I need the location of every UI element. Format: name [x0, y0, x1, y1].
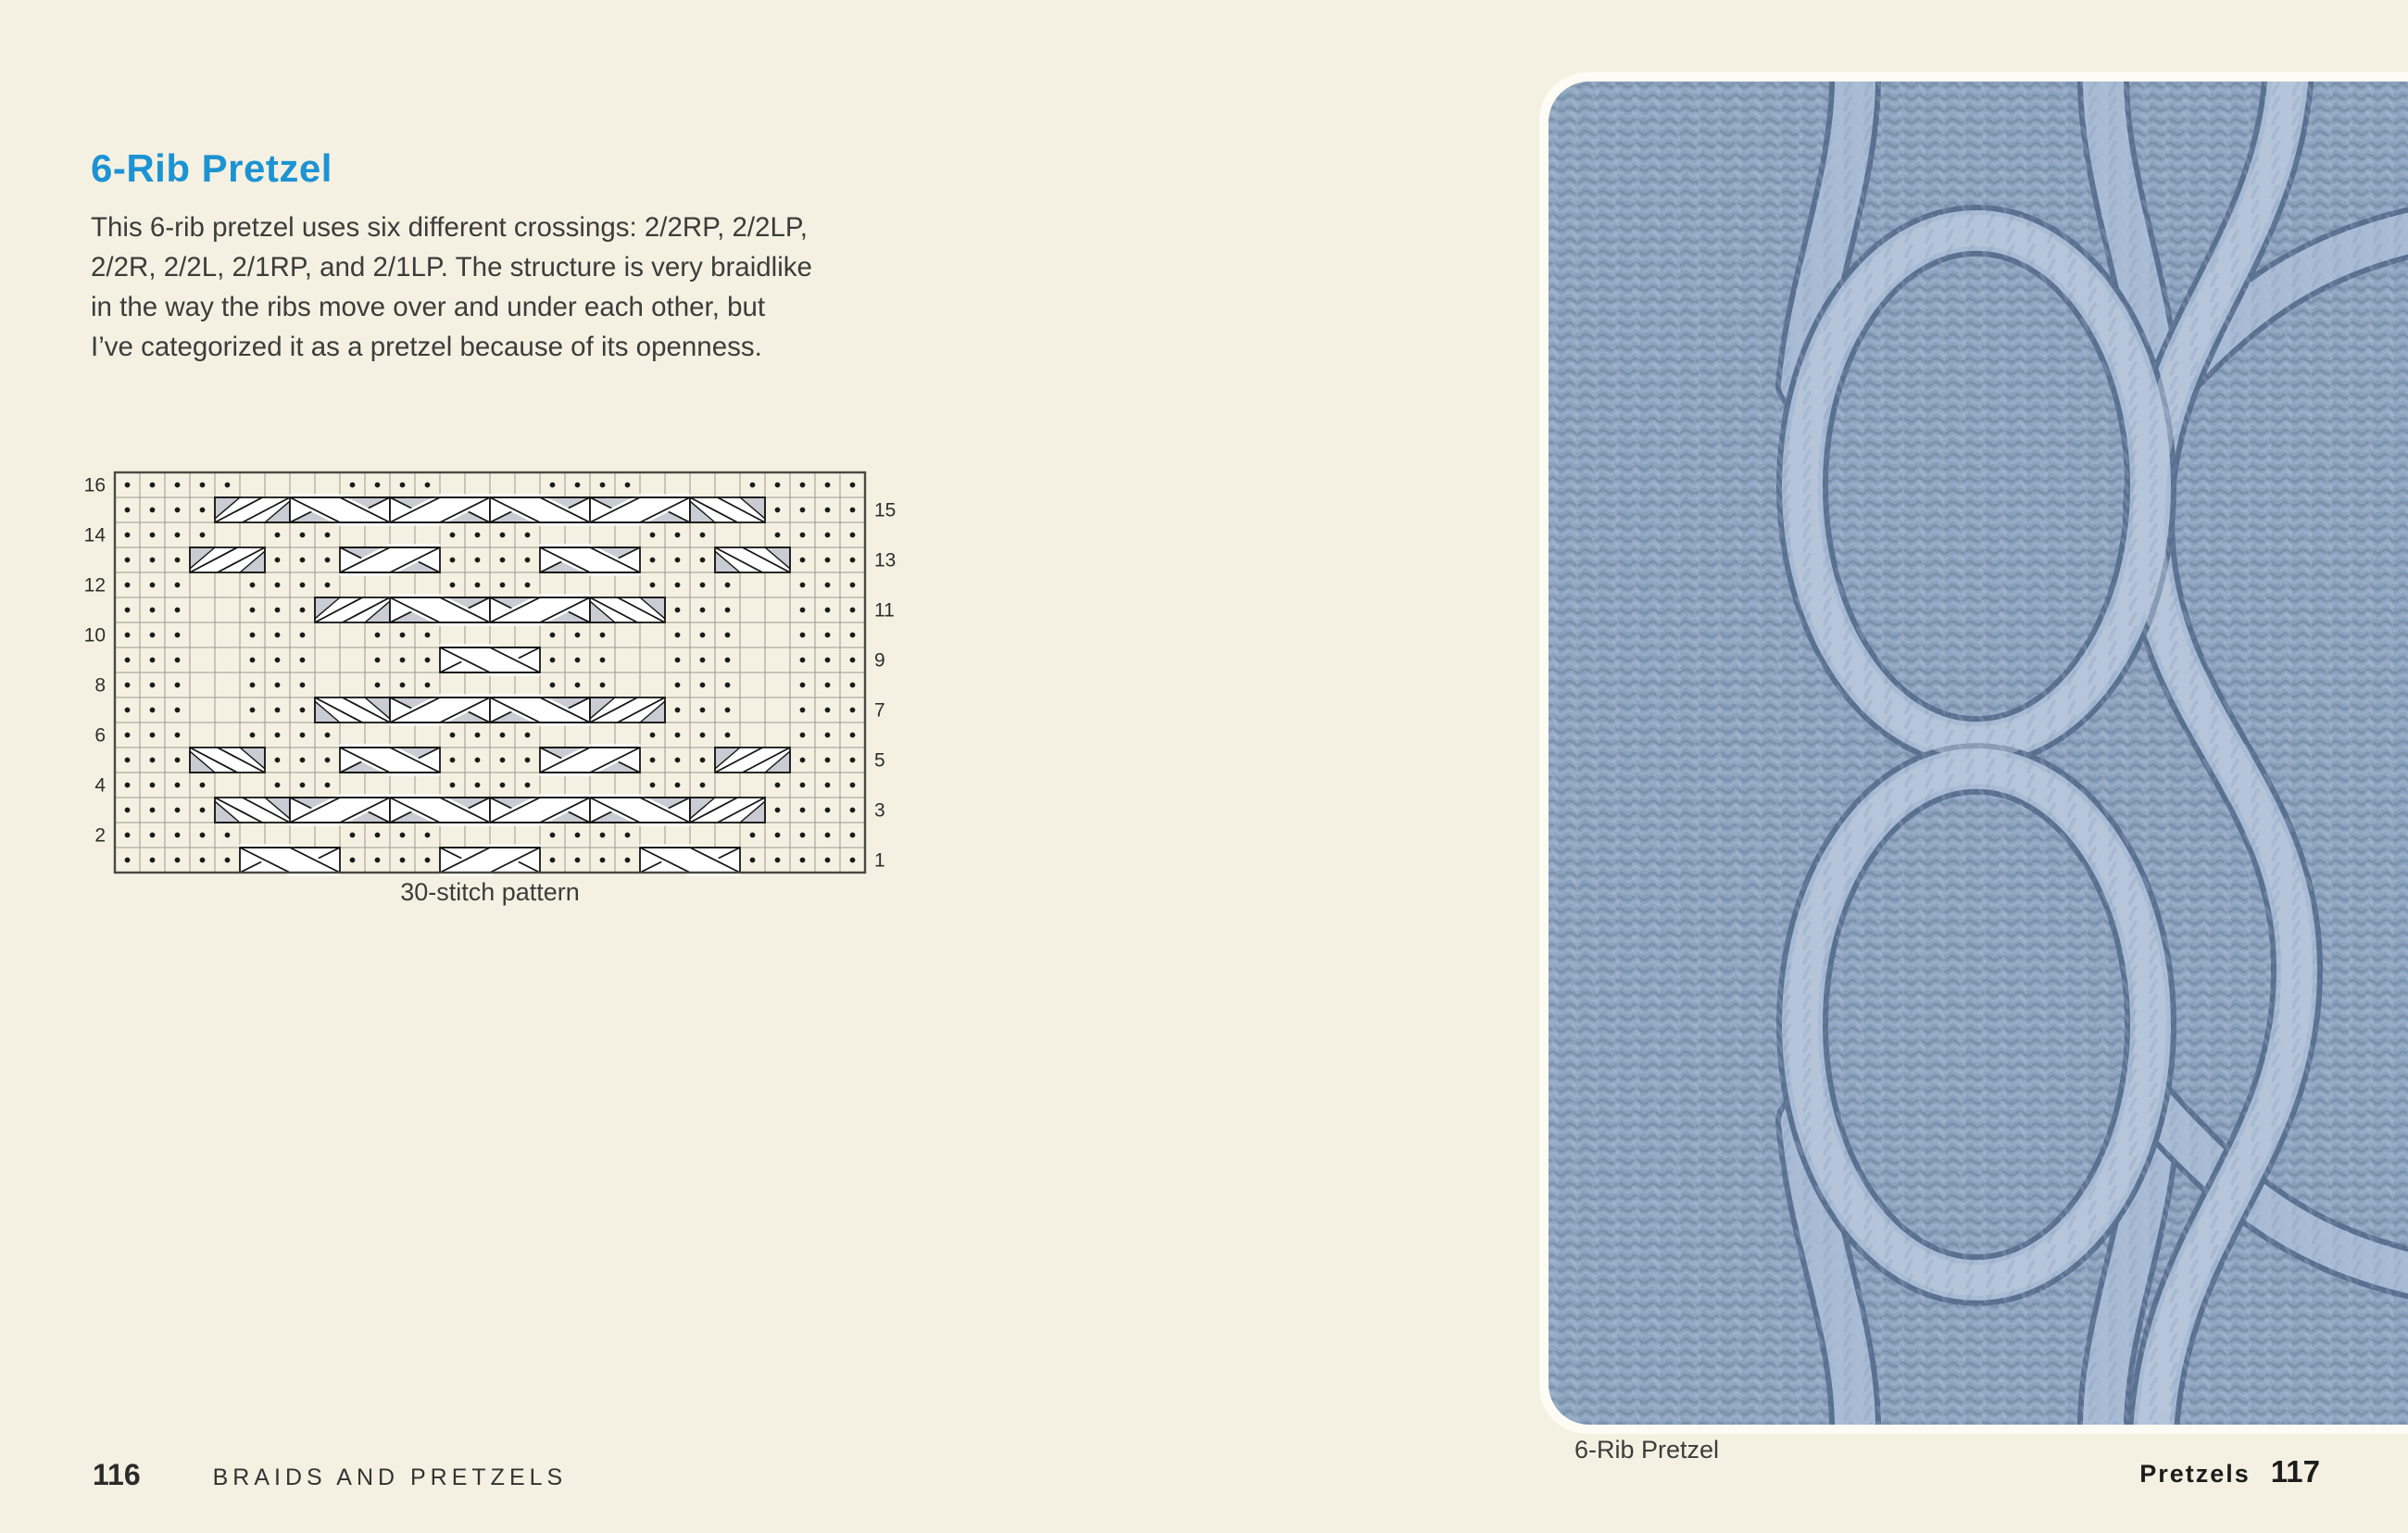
row-number-label: 4	[94, 774, 106, 797]
row-number-label: 10	[83, 624, 106, 647]
page-title: 6-Rib Pretzel	[91, 146, 332, 190]
page-number-right: 117	[2270, 1454, 2320, 1489]
intro-paragraph	[91, 207, 812, 367]
knitting-chart	[74, 469, 906, 881]
row-number-label: 15	[874, 499, 897, 521]
row-number-label: 12	[83, 574, 106, 597]
row-number-label: 11	[874, 599, 895, 622]
row-number-label: 8	[94, 674, 106, 697]
chart-caption: 30-stitch pattern	[400, 878, 580, 906]
section-title-right: Pretzels	[2139, 1460, 2251, 1488]
row-number-label: 6	[94, 724, 106, 747]
intro-line: This 6-rib pretzel uses six different crossings: 2/2RP, 2/2LP,	[91, 212, 808, 243]
row-number-label: 9	[874, 649, 885, 672]
footer-left	[93, 1458, 567, 1492]
intro-line: 2/2R, 2/2L, 2/1RP, and 2/1LP. The structure is very braidlike	[91, 252, 812, 283]
row-number-label: 14	[83, 524, 106, 547]
row-number-label: 16	[83, 474, 106, 496]
intro-line: I’ve categorized it as a pretzel because of its openness.	[91, 332, 762, 362]
knit-swatch-illustration	[1549, 82, 2408, 1425]
row-number-label: 1	[874, 849, 885, 872]
intro-line: in the way the ribs move over and under each other, but	[91, 292, 766, 322]
row-number-label: 3	[874, 799, 885, 822]
swatch-photo	[1549, 82, 2408, 1425]
knitting-chart-svg	[74, 469, 906, 876]
photo-caption: 6-Rib Pretzel	[1574, 1436, 1720, 1464]
swatch-photo-frame	[1539, 72, 2408, 1434]
page-number-left: 116	[93, 1458, 141, 1491]
row-number-label: 7	[874, 699, 885, 722]
row-number-label: 5	[874, 749, 885, 772]
row-number-label: 2	[94, 824, 106, 847]
row-number-label: 13	[874, 549, 897, 572]
footer-right	[2139, 1454, 2320, 1489]
section-title-left: BRAIDS AND PRETZELS	[212, 1464, 568, 1490]
